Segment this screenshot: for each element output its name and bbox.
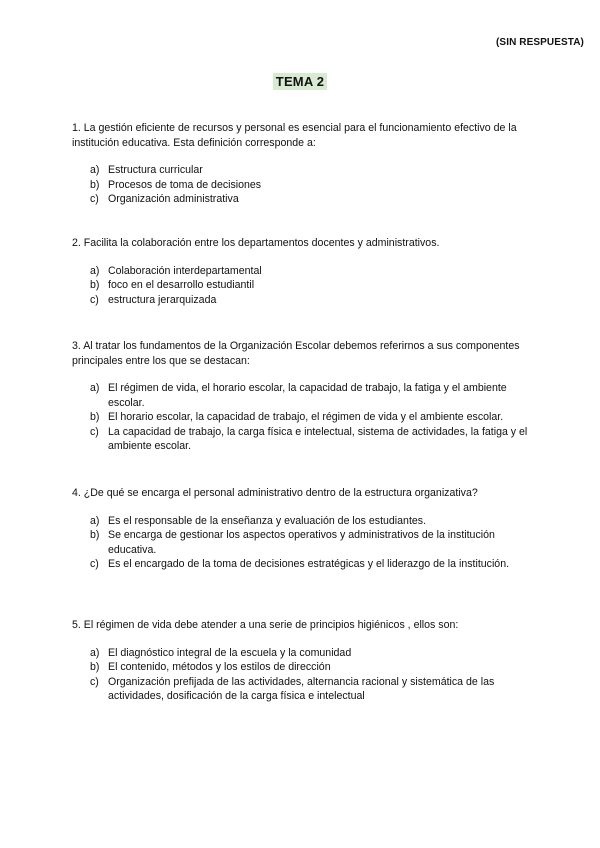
option-b (72, 528, 532, 557)
option-c (72, 675, 532, 704)
option-a (72, 264, 532, 279)
options-list (72, 264, 532, 308)
option-letter: a) (90, 514, 100, 527)
option-letter: a) (90, 382, 100, 394)
title-container (0, 73, 600, 91)
options-list (72, 163, 532, 207)
option-b (72, 278, 532, 293)
question-1 (72, 121, 532, 207)
option-b (72, 178, 532, 193)
option-letter: b) (90, 279, 100, 291)
option-b (72, 410, 532, 425)
question-text: 3. Al tratar los fundamentos de la Organización Escolar debemos referirnos a sus componentes principales entre los que se destacan: (72, 340, 520, 367)
options-list (72, 514, 532, 572)
option-c (72, 557, 532, 572)
option-text: Es el encargado de la toma de decisiones estratégicas y el liderazgo de la institución. (108, 558, 510, 570)
question-4 (72, 486, 532, 572)
option-letter: a) (90, 164, 100, 176)
option-letter: c) (90, 193, 99, 205)
option-text: Es el responsable de la enseñanza y evaluación de los estudiantes. (108, 514, 427, 527)
option-letter: c) (90, 293, 99, 306)
option-c (72, 192, 532, 207)
page-title: TEMA 2 (273, 73, 327, 90)
option-text: La capacidad de trabajo, la carga física e intelectual, sistema de actividades, la fatiga y el ambiente escolar. (108, 425, 528, 452)
option-letter: c) (90, 675, 99, 688)
option-text: Organización administrativa (108, 193, 239, 205)
question-5 (72, 618, 532, 704)
option-a (72, 646, 532, 661)
option-letter: b) (90, 529, 100, 541)
question-text: 1. La gestión eficiente de recursos y personal es esencial para el funcionamiento efectivo de la institución educativa. Esta definición corresponde a: (72, 122, 517, 149)
option-text: Se encarga de gestionar los aspectos operativos y administrativos de la institución educativa. (108, 529, 495, 556)
option-letter: a) (90, 264, 100, 277)
option-a (72, 514, 532, 529)
option-text: El régimen de vida, el horario escolar, la capacidad de trabajo, la fatiga y el ambiente escolar. (108, 382, 507, 409)
option-text: Colaboración interdepartamental (108, 264, 262, 277)
question-text: 4. ¿De qué se encarga el personal administrativo dentro de la estructura organizativa? (72, 487, 478, 499)
option-text: estructura jerarquizada (108, 293, 217, 306)
option-text: Procesos de toma de decisiones (108, 178, 262, 191)
options-list (72, 381, 532, 454)
question-2 (72, 236, 532, 307)
option-c (72, 425, 532, 454)
option-c (72, 293, 532, 308)
question-3 (72, 339, 532, 454)
option-letter: a) (90, 646, 100, 659)
option-a (72, 163, 532, 178)
option-text: El diagnóstico integral de la escuela y la comunidad (108, 646, 352, 659)
option-text: foco en el desarrollo estudiantil (108, 279, 255, 291)
options-list (72, 646, 532, 704)
option-letter: b) (90, 661, 100, 673)
option-letter: c) (90, 425, 99, 438)
option-text: Estructura curricular (108, 164, 203, 176)
no-answer-note: (SIN RESPUESTA) (496, 37, 584, 48)
option-letter: b) (90, 411, 100, 423)
option-text: El horario escolar, la capacidad de trabajo, el régimen de vida y el ambiente escolar. (108, 411, 504, 423)
question-text: 2. Facilita la colaboración entre los departamentos docentes y administrativos. (72, 237, 440, 249)
option-b (72, 660, 532, 675)
option-letter: c) (90, 558, 99, 570)
option-text: El contenido, métodos y los estilos de dirección (108, 661, 331, 673)
option-a (72, 381, 532, 410)
option-text: Organización prefijada de las actividades, alternancia racional y sistemática de las actividades, dosificación de la carga física e intelectual (108, 675, 495, 702)
option-letter: b) (90, 178, 100, 191)
question-text: 5. El régimen de vida debe atender a una serie de principios higiénicos , ellos son: (72, 619, 459, 631)
